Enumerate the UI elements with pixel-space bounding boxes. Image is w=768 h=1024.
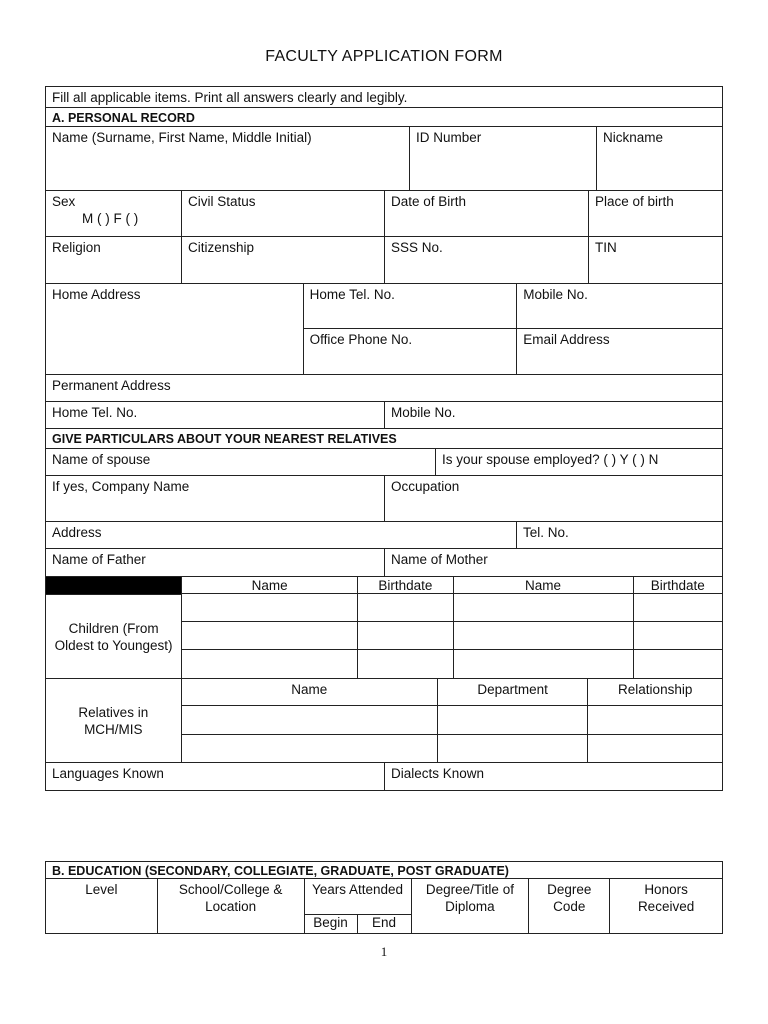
home-address-field[interactable]: [46, 284, 304, 374]
dob-label: Date of Birth: [391, 194, 467, 209]
children-name-header: Name: [182, 577, 357, 594]
personal-record-table: [45, 86, 723, 791]
relative-department-cell[interactable]: [438, 706, 588, 735]
end-header: End: [372, 915, 397, 930]
child-birthdate-cell[interactable]: [358, 622, 452, 650]
mother-field[interactable]: [385, 549, 722, 576]
civil-status-field[interactable]: [182, 191, 385, 236]
office-phone-field[interactable]: [304, 329, 517, 374]
years-attended-header: Years Attended: [305, 879, 411, 915]
sex-field[interactable]: [46, 191, 182, 236]
languages-label: Languages Known: [52, 766, 164, 781]
perm-mobile-label: Mobile No.: [391, 405, 456, 420]
permanent-address-label: Permanent Address: [52, 378, 171, 393]
relatives-department-header: Department: [438, 679, 588, 706]
child-name-cell[interactable]: [182, 650, 357, 678]
relative-tel-label: Tel. No.: [523, 525, 569, 540]
spouse-field[interactable]: [46, 449, 436, 475]
sss-label: SSS No.: [391, 240, 443, 255]
child-birthdate-cell[interactable]: [634, 622, 722, 650]
occupation-field[interactable]: [385, 476, 722, 521]
mobile-label: Mobile No.: [523, 287, 588, 302]
dob-field[interactable]: [385, 191, 589, 236]
father-label: Name of Father: [52, 552, 146, 567]
begin-header: Begin: [305, 915, 358, 933]
father-field[interactable]: [46, 549, 385, 576]
relative-relationship-cell[interactable]: [588, 706, 722, 735]
black-header-cell: [46, 577, 181, 595]
citizenship-field[interactable]: [182, 237, 385, 283]
sex-label: Sex: [52, 194, 76, 209]
mobile-field[interactable]: [517, 284, 722, 329]
section-a-heading: A. PERSONAL RECORD: [52, 111, 195, 125]
office-phone-label: Office Phone No.: [309, 332, 413, 347]
permanent-address-field[interactable]: [46, 375, 722, 401]
relative-name-cell[interactable]: [182, 735, 437, 762]
religion-label: Religion: [52, 240, 101, 255]
email-label: Email Address: [523, 332, 610, 347]
sss-field[interactable]: [385, 237, 589, 283]
occupation-label: Occupation: [391, 479, 460, 494]
company-label: If yes, Company Name: [52, 479, 190, 494]
email-field[interactable]: [517, 329, 722, 374]
relatives-mch-label: Relatives in MCH/MIS: [46, 679, 182, 762]
nickname-label: Nickname: [603, 130, 664, 145]
relative-tel-field[interactable]: [517, 522, 722, 548]
section-b-heading: B. EDUCATION (SECONDARY, COLLEGIATE, GRADUATE, POST GRADUATE): [52, 864, 509, 878]
school-header: School/College & Location: [158, 879, 305, 933]
child-birthdate-cell[interactable]: [358, 594, 452, 622]
spouse-label: Name of spouse: [52, 452, 151, 467]
relatives-heading: GIVE PARTICULARS ABOUT YOUR NEAREST RELATIVES: [52, 432, 397, 446]
children-birthdate-header: Birthdate: [358, 577, 452, 594]
perm-home-tel-field[interactable]: [46, 402, 385, 428]
home-address-label: Home Address: [52, 287, 141, 302]
honors-header: Honors Received: [637, 882, 695, 914]
child-birthdate-cell[interactable]: [634, 594, 722, 622]
id-number-field[interactable]: [410, 127, 597, 190]
citizenship-label: Citizenship: [188, 240, 255, 255]
children-birthdate-header-2: Birthdate: [634, 577, 722, 594]
child-name-cell[interactable]: [454, 650, 633, 678]
civil-status-label: Civil Status: [188, 194, 256, 209]
child-birthdate-cell[interactable]: [634, 650, 722, 678]
company-field[interactable]: [46, 476, 385, 521]
religion-field[interactable]: [46, 237, 182, 283]
relatives-name-header: Name: [182, 679, 437, 706]
name-field[interactable]: [46, 127, 410, 190]
degree-code-header: Degree Code: [529, 879, 610, 933]
home-tel-field[interactable]: [304, 284, 517, 329]
languages-field[interactable]: [46, 763, 385, 790]
perm-mobile-field[interactable]: [385, 402, 722, 428]
id-number-label: ID Number: [416, 130, 482, 145]
relative-department-cell[interactable]: [438, 735, 588, 762]
children-label: Children (From Oldest to Youngest): [54, 620, 173, 653]
relatives-relationship-header: Relationship: [588, 679, 722, 706]
level-header: Level: [46, 879, 158, 933]
sex-options: M ( ) F ( ): [82, 211, 139, 226]
relative-relationship-cell[interactable]: [588, 735, 722, 762]
relative-name-cell[interactable]: [182, 706, 437, 735]
dialects-label: Dialects Known: [391, 766, 485, 781]
relative-address-field[interactable]: [46, 522, 517, 548]
form-title: FACULTY APPLICATION FORM: [265, 48, 503, 65]
child-birthdate-cell[interactable]: [358, 650, 452, 678]
pob-field[interactable]: [589, 191, 722, 236]
home-tel-label: Home Tel. No.: [309, 287, 395, 302]
degree-header: Degree/Title of Diploma: [412, 879, 530, 933]
dialects-field[interactable]: [385, 763, 722, 790]
child-name-cell[interactable]: [454, 594, 633, 622]
nickname-field[interactable]: [597, 127, 722, 190]
relative-address-label: Address: [52, 525, 102, 540]
name-label: Name (Surname, First Name, Middle Initial): [52, 130, 312, 145]
spouse-employed-field[interactable]: [436, 449, 722, 475]
child-name-cell[interactable]: [182, 622, 357, 650]
page-number: 1: [380, 944, 388, 959]
child-name-cell[interactable]: [454, 622, 633, 650]
instructions: Fill all applicable items. Print all answers clearly and legibly.: [52, 90, 408, 105]
pob-label: Place of birth: [595, 194, 674, 209]
education-table: [45, 861, 723, 934]
child-name-cell[interactable]: [182, 594, 357, 622]
spouse-employed-label: Is your spouse employed? ( ) Y ( ) N: [442, 452, 659, 467]
tin-label: TIN: [595, 240, 617, 255]
children-name-header-2: Name: [454, 577, 633, 594]
mother-label: Name of Mother: [391, 552, 488, 567]
perm-home-tel-label: Home Tel. No.: [52, 405, 138, 420]
tin-field[interactable]: [589, 237, 722, 283]
